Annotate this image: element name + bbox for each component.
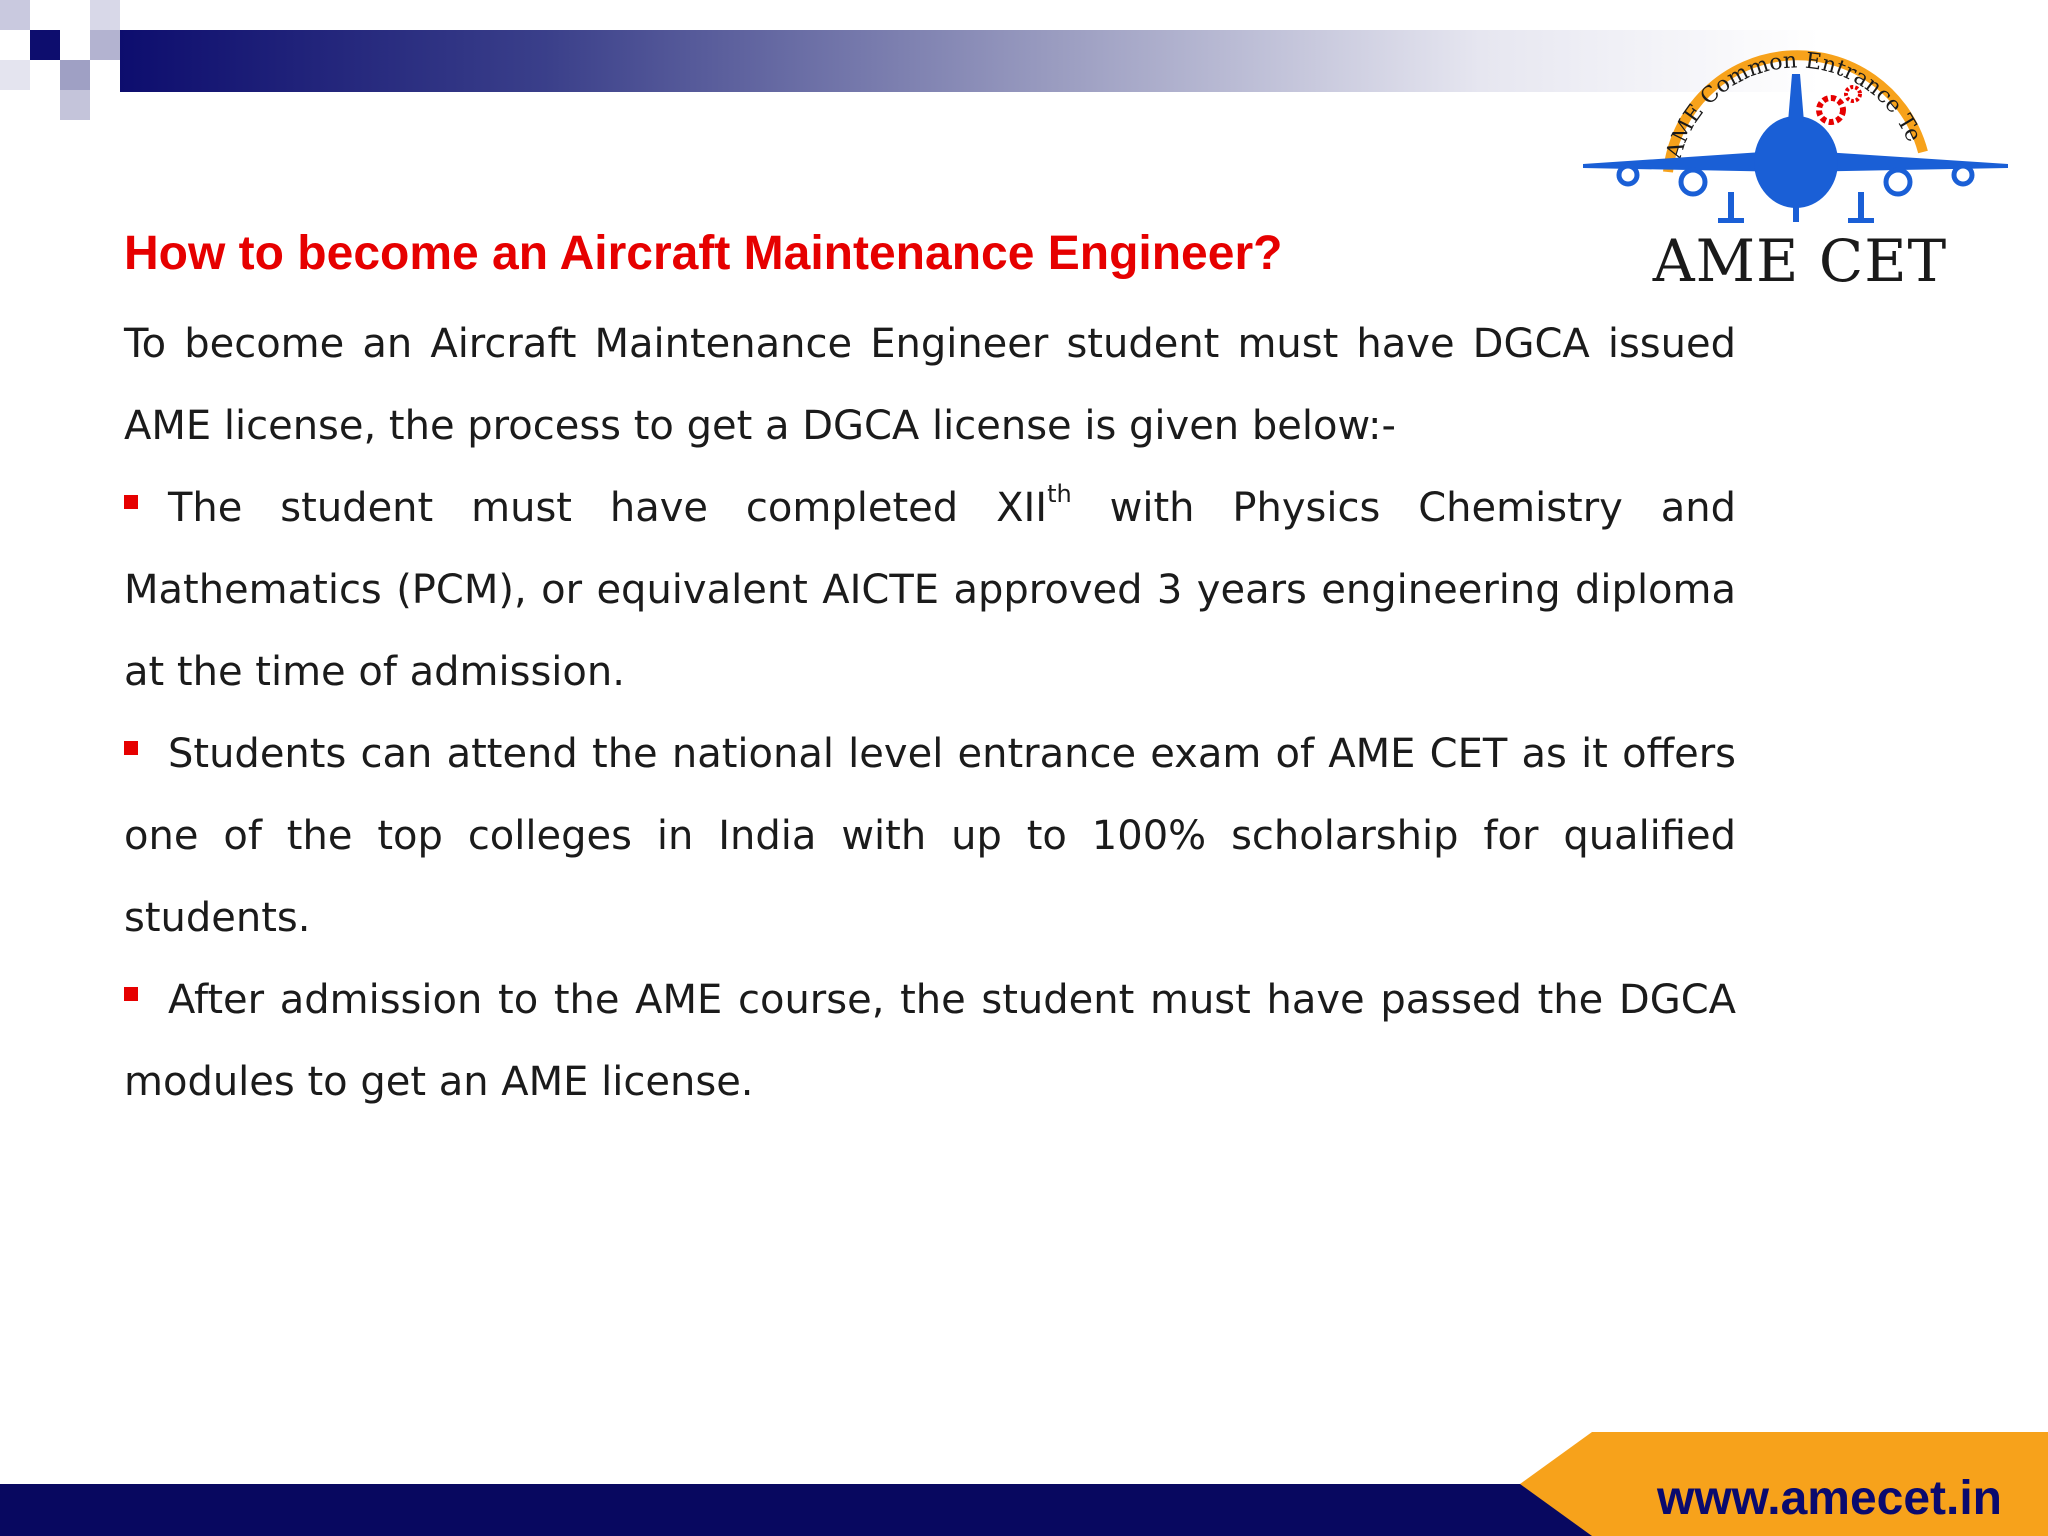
corner-square-4	[90, 30, 120, 60]
intro-paragraph: To become an Aircraft Maintenance Engineer student must have DGCA issued AME license, the process to get a DGCA license is given below:-	[124, 320, 1736, 449]
bullet-3-text: After admission to the AME course, the student must have passed the DGCA modules to get an AME license.	[124, 976, 1736, 1105]
bullet-marker-icon	[124, 987, 138, 1001]
corner-square-5	[60, 60, 90, 90]
website-link[interactable]: www.amecet.in	[1657, 1472, 2002, 1525]
gear-icon	[1819, 87, 1860, 122]
bullet-item-3	[124, 959, 1736, 1123]
corner-square-1	[0, 0, 30, 30]
corner-square-7	[60, 90, 90, 120]
bullet-marker-icon	[124, 495, 138, 509]
bullet-2-text: Students can attend the national level entrance exam of AME CET as it offers one of the top colleges in India with up to 100% scholarship for qualified students.	[124, 730, 1736, 941]
bullet-item-2	[124, 713, 1736, 959]
bullet-1-sup: th	[1047, 480, 1072, 509]
bullet-item-1	[124, 467, 1736, 713]
slide-title: How to become an Aircraft Maintenance Engineer?	[124, 227, 1283, 280]
bullet-1-post: with Physics Chemistry and Mathematics (PCM), or equivalent AICTE approved 3 years engineering diploma at the time of admission.	[124, 484, 1737, 695]
corner-square-6	[0, 60, 30, 90]
corner-square-3	[90, 0, 120, 30]
bullet-marker-icon	[124, 741, 138, 755]
header-gradient-bar	[120, 30, 1820, 92]
corner-square-2	[30, 30, 60, 60]
logo-brand-text: AME CET	[1652, 227, 1948, 295]
logo-arc-text: AME Common Entrance Te	[1661, 48, 1926, 162]
slide-content	[124, 228, 1736, 1123]
bullet-1-pre: The student must have completed XII	[168, 484, 1048, 531]
